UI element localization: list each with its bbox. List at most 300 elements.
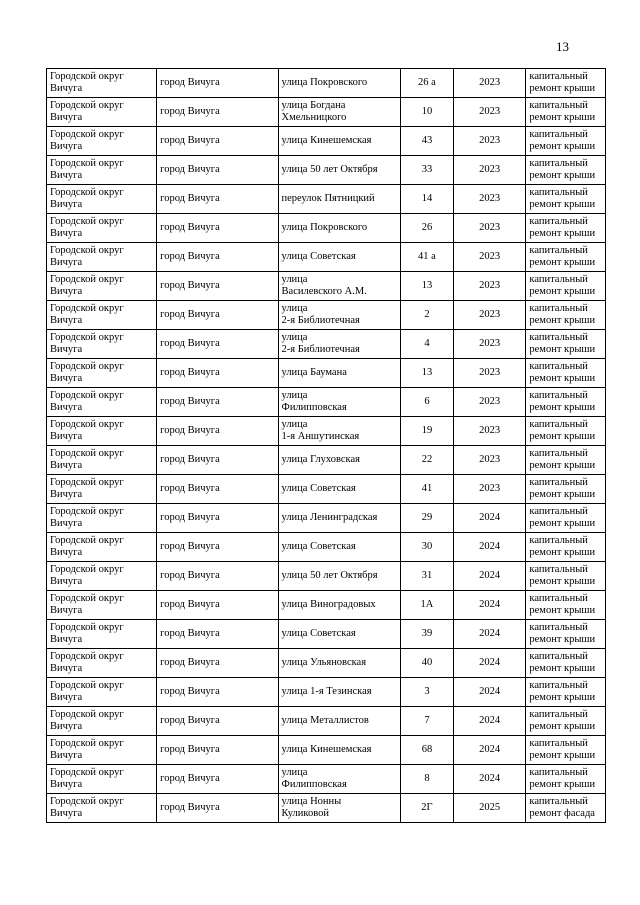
work-type-cell-text: капитальный ремонт крыши xyxy=(529,506,596,529)
street-cell xyxy=(278,504,400,533)
house-number-cell xyxy=(400,620,453,649)
settlement-cell-text: город Вичуга xyxy=(160,309,220,320)
work-type-cell-text: капитальный ремонт крыши xyxy=(529,100,596,123)
year-cell xyxy=(453,185,525,214)
municipal-district-cell-text: Городской округ Вичуга xyxy=(50,477,124,500)
municipal-district-cell xyxy=(47,591,157,620)
municipal-district-cell xyxy=(47,620,157,649)
settlement-cell-text: город Вичуга xyxy=(160,106,220,117)
year-cell xyxy=(453,156,525,185)
year-cell-text: 2024 xyxy=(479,686,501,697)
settlement-cell xyxy=(157,620,278,649)
house-number-cell xyxy=(400,330,453,359)
table-row xyxy=(47,301,606,330)
municipal-district-cell-text: Городской округ Вичуга xyxy=(50,158,124,181)
year-cell-text: 2023 xyxy=(479,338,501,349)
house-number-cell-text: 22 xyxy=(421,454,433,465)
settlement-cell-text: город Вичуга xyxy=(160,251,220,262)
street-cell-text: улица Советская xyxy=(281,483,356,494)
work-type-cell xyxy=(526,359,606,388)
street-cell-text: улица Ульяновская xyxy=(281,657,367,668)
settlement-cell-text: город Вичуга xyxy=(160,802,220,813)
house-number-cell-text: 43 xyxy=(421,135,433,146)
year-cell-text: 2024 xyxy=(479,541,501,552)
settlement-cell-text: город Вичуга xyxy=(160,715,220,726)
table-row xyxy=(47,562,606,591)
settlement-cell-text: город Вичуга xyxy=(160,77,220,88)
street-cell xyxy=(278,185,400,214)
year-cell xyxy=(453,330,525,359)
house-number-cell-text: 41 а xyxy=(418,251,436,262)
house-number-cell-text: 1А xyxy=(420,599,434,610)
settlement-cell xyxy=(157,272,278,301)
settlement-cell-text: город Вичуга xyxy=(160,512,220,523)
table-row xyxy=(47,69,606,98)
municipal-district-cell-text: Городской округ Вичуга xyxy=(50,245,124,268)
work-type-cell xyxy=(526,533,606,562)
settlement-cell xyxy=(157,475,278,504)
settlement-cell xyxy=(157,185,278,214)
settlement-cell-text: город Вичуга xyxy=(160,338,220,349)
table-row xyxy=(47,591,606,620)
year-cell-text: 2023 xyxy=(479,193,501,204)
year-cell-text: 2024 xyxy=(479,628,501,639)
year-cell-text: 2023 xyxy=(479,367,501,378)
settlement-cell-text: город Вичуга xyxy=(160,541,220,552)
street-cell-text: улица 1-я Аншутинская xyxy=(281,419,360,442)
street-cell xyxy=(278,794,400,823)
settlement-cell-text: город Вичуга xyxy=(160,280,220,291)
house-number-cell xyxy=(400,562,453,591)
year-cell xyxy=(453,446,525,475)
work-type-cell xyxy=(526,765,606,794)
settlement-cell xyxy=(157,127,278,156)
house-number-cell xyxy=(400,533,453,562)
street-cell-text: улица Ленинградская xyxy=(281,512,378,523)
municipal-district-cell-text: Городской округ Вичуга xyxy=(50,390,124,413)
house-number-cell-text: 8 xyxy=(424,773,430,784)
table-row xyxy=(47,533,606,562)
settlement-cell xyxy=(157,214,278,243)
street-cell xyxy=(278,98,400,127)
year-cell-text: 2023 xyxy=(479,77,501,88)
year-cell-text: 2024 xyxy=(479,773,501,784)
house-number-cell-text: 2 xyxy=(424,309,430,320)
municipal-district-cell xyxy=(47,649,157,678)
work-type-cell-text: капитальный ремонт крыши xyxy=(529,448,596,471)
municipal-district-cell-text: Городской округ Вичуга xyxy=(50,709,124,732)
municipal-district-cell xyxy=(47,736,157,765)
house-number-cell-text: 2Г xyxy=(421,802,433,813)
street-cell xyxy=(278,69,400,98)
settlement-cell-text: город Вичуга xyxy=(160,135,220,146)
year-cell-text: 2023 xyxy=(479,396,501,407)
municipal-district-cell-text: Городской округ Вичуга xyxy=(50,796,124,819)
work-type-cell xyxy=(526,446,606,475)
house-number-cell-text: 30 xyxy=(421,541,433,552)
year-cell-text: 2023 xyxy=(479,222,501,233)
year-cell xyxy=(453,765,525,794)
table-row xyxy=(47,127,606,156)
work-type-cell-text: капитальный ремонт фасада xyxy=(529,796,595,819)
table-row xyxy=(47,649,606,678)
settlement-cell xyxy=(157,156,278,185)
settlement-cell-text: город Вичуга xyxy=(160,570,220,581)
year-cell-text: 2023 xyxy=(479,309,501,320)
work-type-cell-text: капитальный ремонт крыши xyxy=(529,71,596,94)
settlement-cell xyxy=(157,301,278,330)
house-number-cell xyxy=(400,765,453,794)
street-cell-text: улица Покровского xyxy=(281,77,368,88)
table-row xyxy=(47,707,606,736)
settlement-cell xyxy=(157,794,278,823)
municipal-district-cell-text: Городской округ Вичуга xyxy=(50,129,124,152)
year-cell-text: 2024 xyxy=(479,570,501,581)
municipal-district-cell-text: Городской округ Вичуга xyxy=(50,361,124,384)
settlement-cell xyxy=(157,243,278,272)
municipal-district-cell-text: Городской округ Вичуга xyxy=(50,535,124,558)
page-number: 13 xyxy=(556,39,569,54)
settlement-cell xyxy=(157,765,278,794)
year-cell xyxy=(453,272,525,301)
house-number-cell-text: 14 xyxy=(421,193,433,204)
street-cell-text: улица 50 лет Октября xyxy=(281,570,378,581)
street-cell-text: улица 50 лет Октября xyxy=(281,164,378,175)
settlement-cell-text: город Вичуга xyxy=(160,367,220,378)
table-row xyxy=(47,272,606,301)
house-number-cell xyxy=(400,272,453,301)
street-cell-text: улица Глуховская xyxy=(281,454,360,465)
settlement-cell-text: город Вичуга xyxy=(160,599,220,610)
work-type-cell-text: капитальный ремонт крыши xyxy=(529,390,596,413)
settlement-cell-text: город Вичуга xyxy=(160,483,220,494)
table-row xyxy=(47,388,606,417)
work-type-cell xyxy=(526,214,606,243)
street-cell xyxy=(278,707,400,736)
street-cell-text: переулок Пятницкий xyxy=(281,193,375,204)
street-cell-text: улица Филипповская xyxy=(281,767,347,790)
table-row xyxy=(47,98,606,127)
municipal-district-cell-text: Городской округ Вичуга xyxy=(50,506,124,529)
table-row xyxy=(47,475,606,504)
municipal-district-cell xyxy=(47,301,157,330)
house-number-cell-text: 29 xyxy=(421,512,433,523)
year-cell xyxy=(453,69,525,98)
table-row xyxy=(47,417,606,446)
municipal-district-cell-text: Городской округ Вичуга xyxy=(50,680,124,703)
work-type-cell-text: капитальный ремонт крыши xyxy=(529,738,596,761)
municipal-district-cell xyxy=(47,330,157,359)
work-type-cell xyxy=(526,69,606,98)
house-number-cell xyxy=(400,301,453,330)
house-number-cell xyxy=(400,707,453,736)
municipal-district-cell xyxy=(47,562,157,591)
table-row xyxy=(47,736,606,765)
street-cell xyxy=(278,736,400,765)
settlement-cell xyxy=(157,707,278,736)
street-cell xyxy=(278,446,400,475)
year-cell xyxy=(453,417,525,446)
settlement-cell-text: город Вичуга xyxy=(160,628,220,639)
year-cell-text: 2024 xyxy=(479,599,501,610)
street-cell xyxy=(278,359,400,388)
year-cell-text: 2025 xyxy=(479,802,501,813)
house-number-cell-text: 4 xyxy=(424,338,430,349)
year-cell xyxy=(453,301,525,330)
street-cell xyxy=(278,765,400,794)
street-cell-text: улица 2-я Библиотечная xyxy=(281,332,360,355)
house-number-cell xyxy=(400,446,453,475)
year-cell xyxy=(453,388,525,417)
settlement-cell-text: город Вичуга xyxy=(160,425,220,436)
municipal-district-cell-text: Городской округ Вичуга xyxy=(50,419,124,442)
house-number-cell xyxy=(400,794,453,823)
house-number-cell-text: 10 xyxy=(421,106,433,117)
work-type-cell-text: капитальный ремонт крыши xyxy=(529,622,596,645)
street-cell-text: улица Советская xyxy=(281,251,356,262)
street-cell-text: улица 1-я Тезинская xyxy=(281,686,372,697)
year-cell xyxy=(453,794,525,823)
work-type-cell-text: капитальный ремонт крыши xyxy=(529,332,596,355)
house-number-cell-text: 31 xyxy=(421,570,433,581)
municipal-district-cell xyxy=(47,127,157,156)
settlement-cell xyxy=(157,330,278,359)
table-row xyxy=(47,243,606,272)
street-cell xyxy=(278,620,400,649)
municipal-district-cell xyxy=(47,504,157,533)
municipal-district-cell-text: Городской округ Вичуга xyxy=(50,100,124,123)
year-cell xyxy=(453,127,525,156)
work-type-cell xyxy=(526,649,606,678)
table-row xyxy=(47,359,606,388)
work-type-cell-text: капитальный ремонт крыши xyxy=(529,245,596,268)
street-cell-text: улица Баумана xyxy=(281,367,347,378)
house-number-cell-text: 26 xyxy=(421,222,433,233)
table-row xyxy=(47,446,606,475)
settlement-cell xyxy=(157,533,278,562)
house-number-cell-text: 41 xyxy=(421,483,433,494)
street-cell xyxy=(278,649,400,678)
year-cell-text: 2023 xyxy=(479,425,501,436)
year-cell-text: 2023 xyxy=(479,483,501,494)
municipal-district-cell-text: Городской округ Вичуга xyxy=(50,71,124,94)
year-cell-text: 2023 xyxy=(479,251,501,262)
street-cell-text: улица Василевского А.М. xyxy=(281,274,367,297)
year-cell xyxy=(453,214,525,243)
work-type-cell xyxy=(526,127,606,156)
municipal-district-cell xyxy=(47,243,157,272)
street-cell-text: улица Нонны Куликовой xyxy=(281,796,342,819)
year-cell-text: 2023 xyxy=(479,164,501,175)
municipal-district-cell xyxy=(47,69,157,98)
settlement-cell xyxy=(157,446,278,475)
year-cell xyxy=(453,504,525,533)
settlement-cell xyxy=(157,562,278,591)
house-number-cell xyxy=(400,417,453,446)
street-cell xyxy=(278,533,400,562)
year-cell xyxy=(453,620,525,649)
municipal-district-cell-text: Городской округ Вичуга xyxy=(50,303,124,326)
house-number-cell-text: 68 xyxy=(421,744,433,755)
street-cell xyxy=(278,272,400,301)
year-cell-text: 2023 xyxy=(479,454,501,465)
work-type-cell xyxy=(526,272,606,301)
table-row xyxy=(47,156,606,185)
house-number-cell xyxy=(400,69,453,98)
table-row xyxy=(47,504,606,533)
work-type-cell-text: капитальный ремонт крыши xyxy=(529,216,596,239)
house-number-cell-text: 13 xyxy=(421,280,433,291)
street-cell-text: улица Покровского xyxy=(281,222,368,233)
work-type-cell xyxy=(526,794,606,823)
house-number-cell-text: 3 xyxy=(424,686,430,697)
work-type-cell-text: капитальный ремонт крыши xyxy=(529,651,596,674)
work-type-cell xyxy=(526,388,606,417)
work-type-cell xyxy=(526,185,606,214)
street-cell xyxy=(278,301,400,330)
municipal-district-cell-text: Городской округ Вичуга xyxy=(50,448,124,471)
table-body xyxy=(47,69,606,823)
street-cell xyxy=(278,591,400,620)
table-row xyxy=(47,620,606,649)
house-number-cell-text: 19 xyxy=(421,425,433,436)
street-cell xyxy=(278,127,400,156)
year-cell xyxy=(453,707,525,736)
settlement-cell xyxy=(157,649,278,678)
house-number-cell xyxy=(400,243,453,272)
municipal-district-cell-text: Городской округ Вичуга xyxy=(50,274,124,297)
municipal-district-cell xyxy=(47,765,157,794)
work-type-cell-text: капитальный ремонт крыши xyxy=(529,303,596,326)
municipal-district-cell-text: Городской округ Вичуга xyxy=(50,622,124,645)
municipal-district-cell-text: Городской округ Вичуга xyxy=(50,593,124,616)
street-cell-text: улица Филипповская xyxy=(281,390,347,413)
street-cell xyxy=(278,562,400,591)
house-number-cell xyxy=(400,591,453,620)
work-type-cell xyxy=(526,707,606,736)
municipal-district-cell xyxy=(47,214,157,243)
work-type-cell xyxy=(526,417,606,446)
street-cell xyxy=(278,417,400,446)
street-cell xyxy=(278,243,400,272)
year-cell xyxy=(453,649,525,678)
table-row xyxy=(47,678,606,707)
street-cell xyxy=(278,475,400,504)
work-type-cell xyxy=(526,504,606,533)
house-number-cell-text: 26 а xyxy=(418,77,436,88)
work-type-cell xyxy=(526,475,606,504)
year-cell-text: 2024 xyxy=(479,512,501,523)
house-number-cell-text: 6 xyxy=(424,396,430,407)
settlement-cell xyxy=(157,359,278,388)
municipal-district-cell xyxy=(47,185,157,214)
year-cell xyxy=(453,562,525,591)
street-cell-text: улица Советская xyxy=(281,541,356,552)
municipal-district-cell xyxy=(47,417,157,446)
year-cell xyxy=(453,98,525,127)
settlement-cell-text: город Вичуга xyxy=(160,164,220,175)
municipal-district-cell-text: Городской округ Вичуга xyxy=(50,564,124,587)
work-type-cell xyxy=(526,620,606,649)
work-type-cell-text: капитальный ремонт крыши xyxy=(529,361,596,384)
work-type-cell-text: капитальный ремонт крыши xyxy=(529,767,596,790)
street-cell-text: улица Металлистов xyxy=(281,715,369,726)
house-number-cell xyxy=(400,649,453,678)
work-type-cell-text: капитальный ремонт крыши xyxy=(529,187,596,210)
house-number-cell-text: 13 xyxy=(421,367,433,378)
work-type-cell-text: капитальный ремонт крыши xyxy=(529,158,596,181)
house-number-cell xyxy=(400,156,453,185)
year-cell xyxy=(453,359,525,388)
municipal-district-cell xyxy=(47,533,157,562)
municipal-district-cell-text: Городской округ Вичуга xyxy=(50,767,124,790)
street-cell xyxy=(278,156,400,185)
house-number-cell-text: 7 xyxy=(424,715,430,726)
house-number-cell xyxy=(400,504,453,533)
street-cell-text: улица Кинешемская xyxy=(281,135,372,146)
year-cell-text: 2023 xyxy=(479,280,501,291)
municipal-district-cell-text: Городской округ Вичуга xyxy=(50,187,124,210)
year-cell-text: 2023 xyxy=(479,106,501,117)
work-type-cell xyxy=(526,330,606,359)
work-type-cell-text: капитальный ремонт крыши xyxy=(529,680,596,703)
work-type-cell-text: капитальный ремонт крыши xyxy=(529,593,596,616)
table-row xyxy=(47,185,606,214)
work-type-cell-text: капитальный ремонт крыши xyxy=(529,477,596,500)
house-number-cell xyxy=(400,678,453,707)
street-cell-text: улица Советская xyxy=(281,628,356,639)
work-type-cell xyxy=(526,98,606,127)
house-number-cell xyxy=(400,736,453,765)
municipal-district-cell xyxy=(47,446,157,475)
municipal-district-cell xyxy=(47,98,157,127)
work-type-cell xyxy=(526,243,606,272)
settlement-cell xyxy=(157,736,278,765)
work-type-cell-text: капитальный ремонт крыши xyxy=(529,709,596,732)
work-type-cell-text: капитальный ремонт крыши xyxy=(529,419,596,442)
municipal-district-cell-text: Городской округ Вичуга xyxy=(50,216,124,239)
table-row xyxy=(47,214,606,243)
work-type-cell-text: капитальный ремонт крыши xyxy=(529,129,596,152)
work-type-cell xyxy=(526,736,606,765)
street-cell xyxy=(278,214,400,243)
municipal-district-cell xyxy=(47,388,157,417)
settlement-cell-text: город Вичуга xyxy=(160,222,220,233)
year-cell xyxy=(453,591,525,620)
municipal-district-cell-text: Городской округ Вичуга xyxy=(50,332,124,355)
year-cell-text: 2023 xyxy=(479,135,501,146)
street-cell-text: улица Богдана Хмельницкого xyxy=(281,100,347,123)
housing-repair-table xyxy=(46,68,606,823)
municipal-district-cell xyxy=(47,272,157,301)
year-cell-text: 2024 xyxy=(479,744,501,755)
settlement-cell xyxy=(157,504,278,533)
work-type-cell xyxy=(526,301,606,330)
year-cell xyxy=(453,678,525,707)
settlement-cell xyxy=(157,388,278,417)
settlement-cell xyxy=(157,591,278,620)
settlement-cell-text: город Вичуга xyxy=(160,193,220,204)
settlement-cell-text: город Вичуга xyxy=(160,396,220,407)
street-cell-text: улица Виноградовых xyxy=(281,599,376,610)
settlement-cell xyxy=(157,678,278,707)
settlement-cell xyxy=(157,98,278,127)
work-type-cell xyxy=(526,156,606,185)
table-row xyxy=(47,765,606,794)
house-number-cell xyxy=(400,388,453,417)
house-number-cell-text: 40 xyxy=(421,657,433,668)
house-number-cell xyxy=(400,98,453,127)
